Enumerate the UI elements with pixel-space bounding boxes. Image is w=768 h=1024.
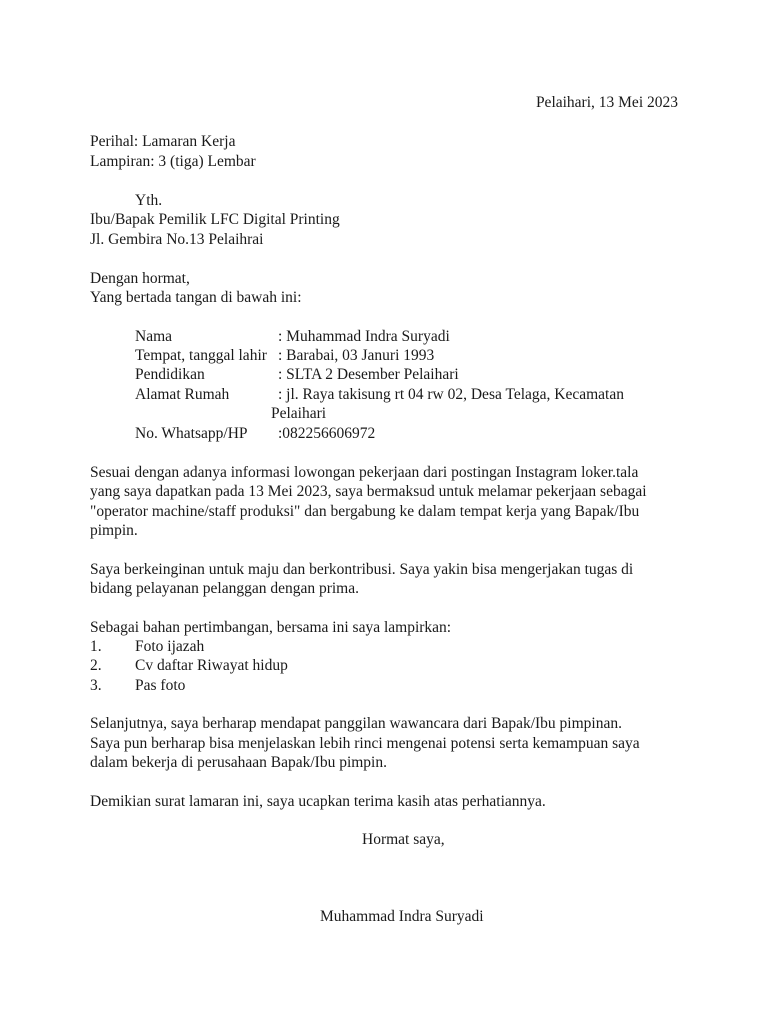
recipient-address: Jl. Gembira No.13 Pelaihrai — [90, 231, 264, 248]
identity-label: Pendidikan — [135, 366, 205, 383]
identity-label: Tempat, tanggal lahir — [135, 347, 267, 364]
attachments-intro: Sebagai bahan pertimbangan, bersama ini saya lampirkan: — [90, 619, 452, 636]
list-item-number: 3. — [90, 677, 102, 694]
place-date: Pelaihari, 13 Mei 2023 — [535, 94, 678, 111]
closing-line: Demikian surat lamaran ini, saya ucapkan terima kasih atas perhatiannya. — [90, 793, 546, 810]
greeting: Dengan hormat, — [90, 270, 190, 287]
list-item-number: 2. — [90, 657, 102, 674]
paragraph-line: bidang pelayanan pelanggan dengan prima. — [90, 580, 359, 597]
sign-off: Hormat saya, — [362, 831, 445, 848]
paragraph-line: dalam bekerja di perusahaan Bapak/Ibu pimpin. — [90, 754, 387, 771]
identity-label: No. Whatsapp/HP — [135, 425, 248, 442]
identity-value: : Muhammad Indra Suryadi — [278, 328, 450, 345]
signature-name: Muhammad Indra Suryadi — [320, 908, 484, 925]
paragraph-line: pimpin. — [90, 522, 138, 539]
paragraph-line: Saya berkeinginan untuk maju dan berkontribusi. Saya yakin bisa mengerjakan tugas di — [90, 561, 634, 578]
paragraph-line: Saya pun berharap bisa menjelaskan lebih rinci mengenai potensi serta kemampuan saya — [90, 735, 640, 752]
identity-value: :082256606972 — [278, 425, 376, 442]
identity-row — [0, 346, 768, 366]
identity-value: : jl. Raya takisung rt 04 rw 02, Desa Telaga, Kecamatan — [278, 386, 624, 403]
list-item-text: Foto ijazah — [135, 638, 205, 655]
attachment-line: Lampiran: 3 (tiga) Lembar — [90, 153, 256, 170]
intro-line: Yang bertada tangan di bawah ini: — [90, 289, 302, 306]
identity-row — [0, 327, 768, 347]
list-item — [0, 656, 768, 676]
identity-row — [0, 365, 768, 385]
paragraph-line: "operator machine/staff produksi" dan bergabung ke dalam tempat kerja yang Bapak/Ibu — [90, 503, 640, 520]
identity-value: : SLTA 2 Desember Pelaihari — [278, 366, 459, 383]
recipient-yth: Yth. — [135, 192, 163, 209]
paragraph-line: Selanjutnya, saya berharap mendapat panggilan wawancara dari Bapak/Ibu pimpinan. — [90, 715, 622, 732]
identity-label: Alamat Rumah — [135, 386, 230, 403]
identity-value-continuation: Pelaihari — [271, 405, 327, 422]
list-item-number: 1. — [90, 638, 102, 655]
identity-row — [0, 424, 768, 444]
identity-value: : Barabai, 03 Januri 1993 — [278, 347, 435, 364]
identity-label: Nama — [135, 328, 173, 345]
list-item-text: Cv daftar Riwayat hidup — [135, 657, 288, 674]
list-item-text: Pas foto — [135, 677, 186, 694]
paragraph-line: Sesuai dengan adanya informasi lowongan pekerjaan dari postingan Instagram loker.tala — [90, 464, 639, 481]
list-item — [0, 676, 768, 696]
paragraph-line: yang saya dapatkan pada 13 Mei 2023, saya bermaksud untuk melamar pekerjaan sebagai — [90, 483, 647, 500]
subject-line: Perihal: Lamaran Kerja — [90, 133, 236, 150]
identity-row — [0, 385, 768, 405]
list-item — [0, 637, 768, 657]
recipient-name: Ibu/Bapak Pemilik LFC Digital Printing — [90, 211, 340, 228]
